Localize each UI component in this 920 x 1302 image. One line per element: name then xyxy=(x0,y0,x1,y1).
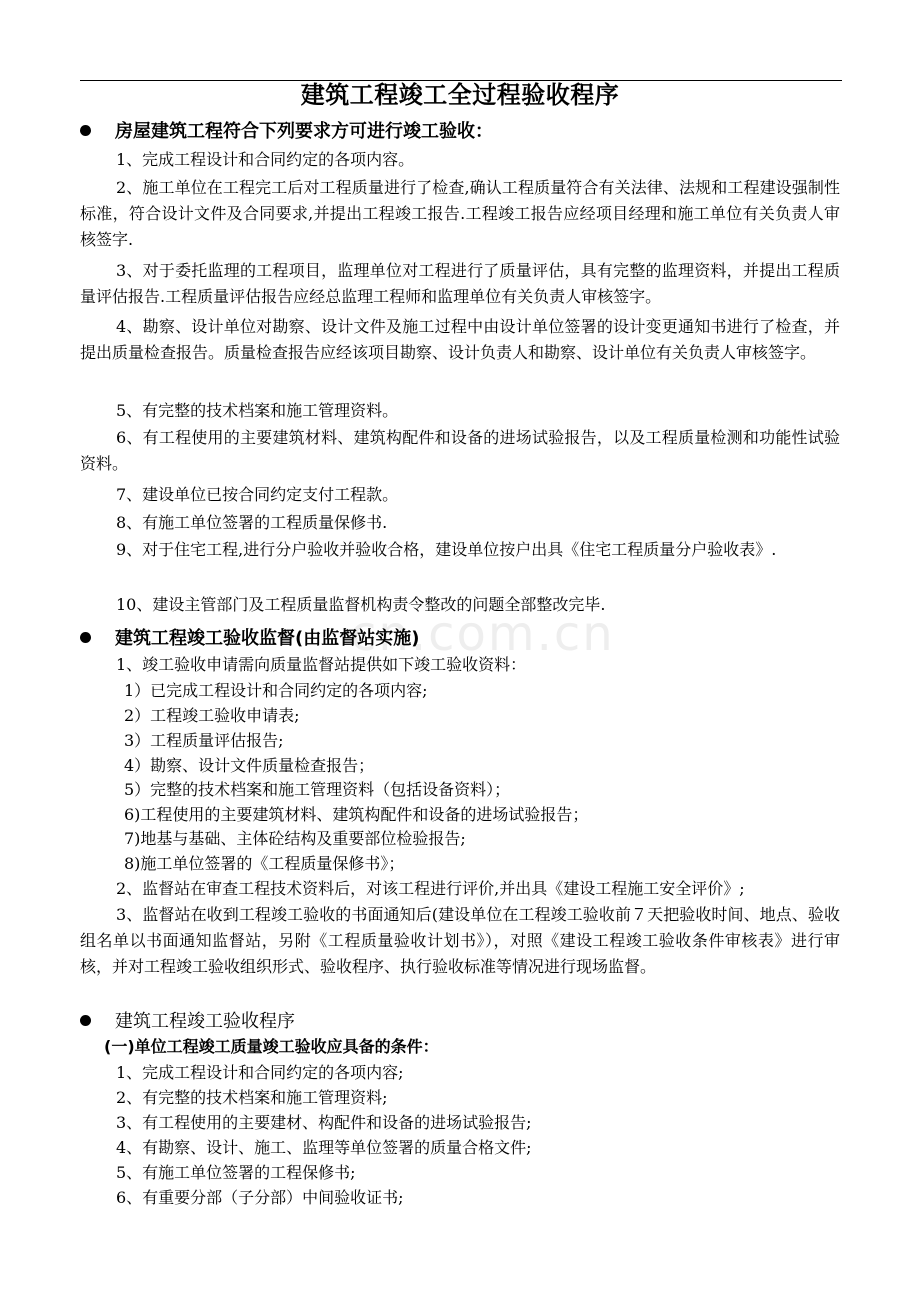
section2-heading xyxy=(80,625,419,653)
section1-item-10: 10、建设主管部门及工程质量监督机构责令整改的问题全部整改完毕. xyxy=(116,595,606,614)
document-title: 建筑工程竣工全过程验收程序 xyxy=(300,81,620,109)
section2-subitem-2: 2）工程竣工验收申请表; xyxy=(124,706,300,725)
section1-heading-text: 房屋建筑工程符合下列要求方可进行竣工验收： xyxy=(115,121,493,142)
section3-item-3: 3、有工程使用的主要建材、构配件和设备的进场试验报告; xyxy=(116,1113,532,1132)
watermark-text: cn.com.cn xyxy=(350,606,615,662)
section1-item-1: 1、完成工程设计和合同约定的各项内容。 xyxy=(116,150,415,169)
section1-item-6: 6、有工程使用的主要建筑材料、建筑构配件和设备的进场试验报告，以及工程质量检测和功能性试验资料。 xyxy=(80,428,840,473)
section2-item-3: 3、监督站在收到工程竣工验收的书面通知后(建设单位在工程竣工验收前７天把验收时间、地点、验收组名单以书面通知监督站，另附《工程质量验收计划书》），对照《建设工程竣工验收条件审核表》进行审核，并对工程竣工验收组织形式、验收程序、执行验收标准等情况进行现场监督。 xyxy=(80,905,840,976)
section2-intro: 1、竣工验收申请需向质量监督站提供如下竣工验收资料： xyxy=(116,655,527,674)
section2-subitem-5: 5）完整的技术档案和施工管理资料（包括设备资料）； xyxy=(124,780,511,799)
section3-subheading: (一)单位工程竣工质量竣工验收应具备的条件： xyxy=(104,1037,439,1056)
section2-subitem-6: 6)工程使用的主要建筑材料、建筑构配件和设备的进场试验报告； xyxy=(124,805,589,824)
section3-item-1: 1、完成工程设计和合同约定的各项内容; xyxy=(116,1063,404,1082)
section2-heading-text: 建筑工程竣工验收监督(由监督站实施) xyxy=(115,628,420,649)
section1-heading xyxy=(80,118,493,146)
bullet-icon xyxy=(80,1015,91,1026)
section2-subitem-1: 1）已完成工程设计和合同约定的各项内容; xyxy=(124,681,428,700)
section1-item-4: 4、勘察、设计单位对勘察、设计文件及施工过程中由设计单位签署的设计变更通知书进行了检查，并提出质量检查报告。质量检查报告应经该项目勘察、设计负责人和勘察、设计单位有关负责人审核签字。 xyxy=(80,317,840,362)
bullet-icon xyxy=(80,632,91,643)
section3-heading-text: 建筑工程竣工验收程序 xyxy=(115,1011,295,1032)
section2-subitem-8: 8)施工单位签署的《工程质量保修书》； xyxy=(124,854,405,873)
section1-item-2: 2、施工单位在工程完工后对工程质量进行了检查,确认工程质量符合有关法律、法规和工程建设强制性标准，符合设计文件及合同要求,并提出工程竣工报告.工程竣工报告应经项目经理和施工单位有关负责人审核签字. xyxy=(80,178,840,249)
section3-item-5: 5、有施工单位签署的工程保修书; xyxy=(116,1163,356,1182)
section1-item-9: 9、对于住宅工程,进行分户验收并验收合格，建设单位按户出具《住宅工程质量分户验收表》. xyxy=(116,540,777,559)
section3-heading xyxy=(80,1008,295,1036)
section1-item-8: 8、有施工单位签署的工程质量保修书. xyxy=(116,513,388,532)
section3-item-6: 6、有重要分部（子分部）中间验收证书; xyxy=(116,1188,404,1207)
section3-item-2: 2、有完整的技术档案和施工管理资料; xyxy=(116,1088,388,1107)
section1-item-7: 7、建设单位已按合同约定支付工程款。 xyxy=(116,485,399,504)
section2-subitem-7: 7)地基与基础、主体砼结构及重要部位检验报告; xyxy=(124,829,466,848)
section1-item-3: 3、对于委托监理的工程项目，监理单位对工程进行了质量评估，具有完整的监理资料，并提出工程质量评估报告.工程质量评估报告应经总监理工程师和监理单位有关负责人审核签字。 xyxy=(80,261,840,306)
section1-item-5: 5、有完整的技术档案和施工管理资料。 xyxy=(116,401,399,420)
section3-item-4: 4、有勘察、设计、施工、监理等单位签署的质量合格文件; xyxy=(116,1138,532,1157)
section2-item-2: 2、监督站在审查工程技术资料后，对该工程进行评价,并出具《建设工程施工安全评价》; xyxy=(116,879,745,898)
section2-subitem-3: 3）工程质量评估报告; xyxy=(124,731,284,750)
section2-subitem-4: 4）勘察、设计文件质量检查报告； xyxy=(124,756,375,775)
bullet-icon xyxy=(80,125,91,136)
